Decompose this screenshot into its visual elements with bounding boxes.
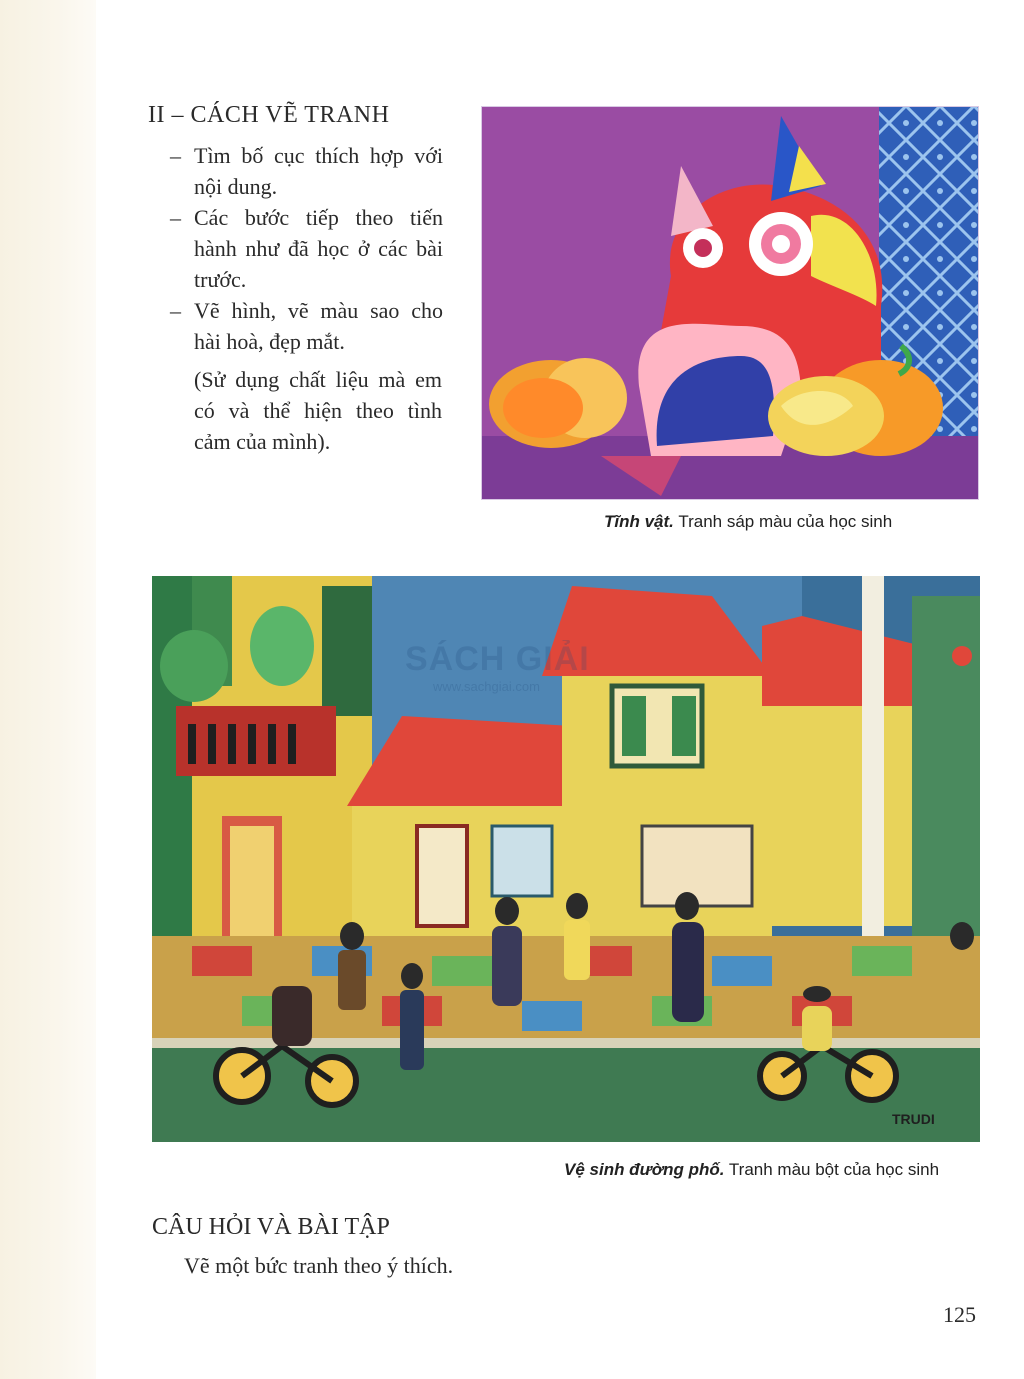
list-item: – Các bước tiếp theo tiến hành như đã học ở các bài trước. [168, 202, 443, 295]
list-item: – Vẽ hình, vẽ màu sao cho hài hoà, đẹp mắt. [168, 295, 443, 357]
list-item: – Tìm bố cục thích hợp với nội dung. [168, 140, 443, 202]
page-number: 125 [943, 1302, 976, 1327]
book-spine-shadow [0, 0, 96, 1379]
still-life-painting [481, 106, 979, 500]
section-heading: II – CÁCH VẼ TRANH [148, 102, 390, 128]
questions-heading: CÂU HỎI VÀ BÀI TẬP [152, 1214, 390, 1240]
material-note: (Sử dụng chất liệu mà em có và thể hiện theo tình cảm của mình). [194, 367, 442, 454]
questions-body: Vẽ một bức tranh theo ý thích. [184, 1253, 454, 1278]
figure-caption-still-life: Tĩnh vật. Tranh sáp màu của học sinh [604, 512, 893, 531]
watermark: SÁCH GIẢI www.sachgiai.com [405, 640, 590, 694]
figure-caption-street: Vệ sinh đường phố. Tranh màu bột của học sinh [564, 1160, 940, 1179]
painting-signature: TRUDI [892, 1111, 935, 1127]
steps-list [168, 140, 443, 357]
